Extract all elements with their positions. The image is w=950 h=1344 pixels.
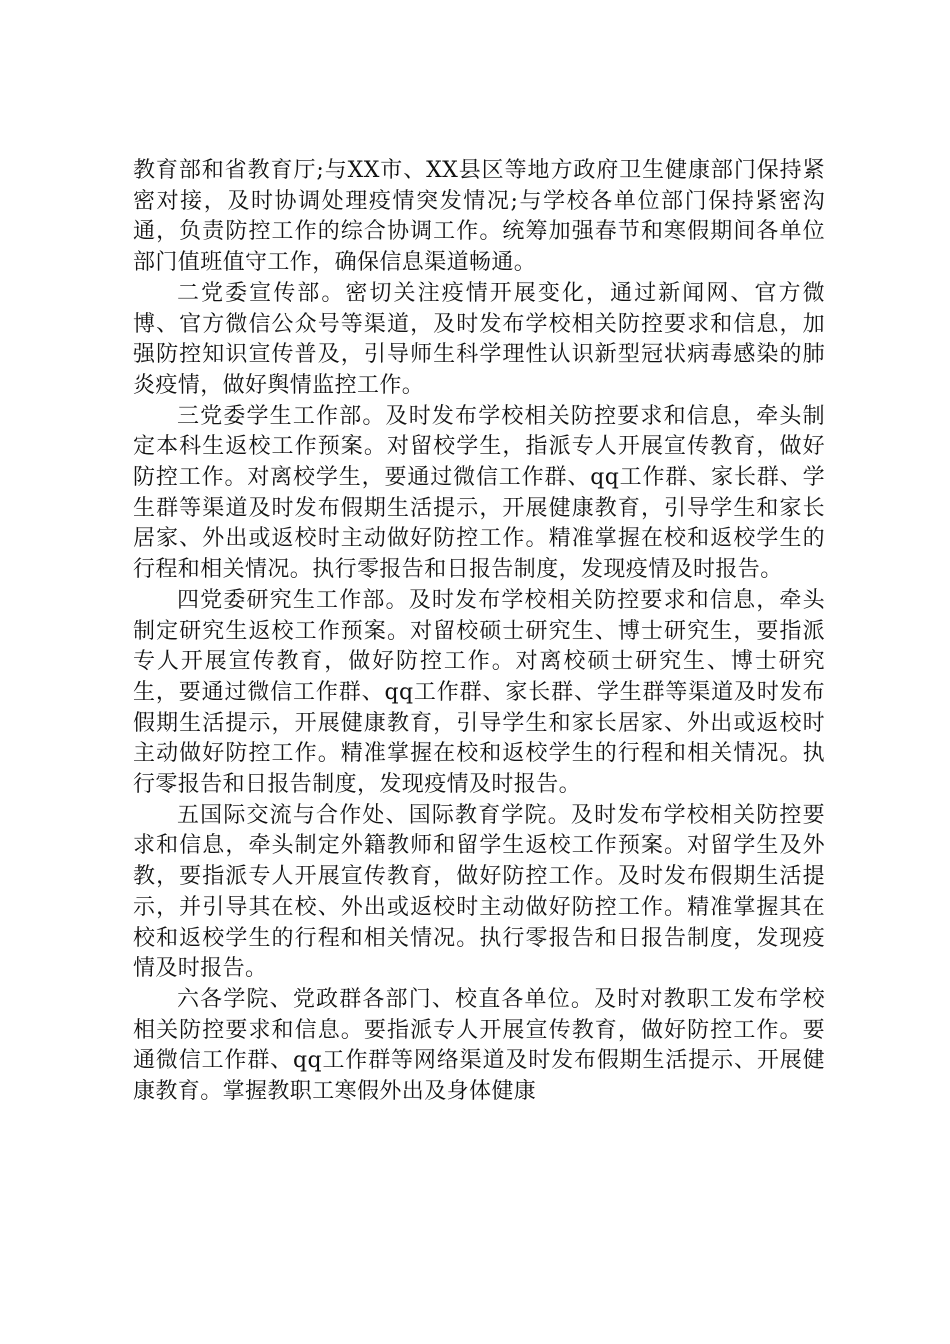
document-body: [133, 156, 825, 1108]
paragraph-publicity-department: 二党委宣传部。密切关注疫情开展变化，通过新闻网、官方微博、官方微信公众号等渠道，及时发布学校相关防控要求和信息，加强防控知识宣传普及，引导师生科学理性认识新型冠状病毒感染的肺炎疫情，做好舆情监控工作。: [133, 280, 825, 398]
paragraph-international-office: 五国际交流与合作处、国际教育学院。及时发布学校相关防控要求和信息，牵头制定外籍教师和留学生返校工作预案。对留学生及外教，要指派专人开展宣传教育，做好防控工作。及时发布假期生活提示，并引导其在校、外出或返校时主动做好防控工作。精准掌握其在校和返校学生的行程和相关情况。执行零报告和日报告制度，发现疫情及时报告。: [133, 802, 825, 982]
paragraph-all-units: 六各学院、党政群各部门、校直各单位。及时对教职工发布学校相关防控要求和信息。要指派专人开展宣传教育，做好防控工作。要通微信工作群、qq工作群等网络渠道及时发布假期生活提示、开展健康教育。掌握教职工寒假外出及身体健康: [133, 986, 825, 1105]
paragraph-continuation: 教育部和省教育厅;与XX市、XX县区等地方政府卫生健康部门保持紧密对接，及时协调处理疫情突发情况;与学校各单位部门保持紧密沟通，负责防控工作的综合协调工作。统筹加强春节和寒假期间各单位部门值班值守工作，确保信息渠道畅通。: [133, 158, 825, 276]
paragraph-graduate-affairs: 四党委研究生工作部。及时发布学校相关防控要求和信息，牵头制定研究生返校工作预案。对留校硕士研究生、博士研究生，要指派专人开展宣传教育，做好防控工作。对离校硕士研究生、博士研究生，要通过微信工作群、qq工作群、家长群、学生群等渠道及时发布假期生活提示，开展健康教育，引导学生和家长居家、外出或返校时主动做好防控工作。精准掌握在校和返校学生的行程和相关情况。执行零报告和日报告制度，发现疫情及时报告。: [133, 587, 825, 798]
paragraph-student-affairs: 三党委学生工作部。及时发布学校相关防控要求和信息，牵头制定本科生返校工作预案。对留校学生，指派专人开展宣传教育，做好防控工作。对离校学生，要通过微信工作群、qq工作群、家长群、学生群等渠道及时发布假期生活提示，开展健康教育，引导学生和家长居家、外出或返校时主动做好防控工作。精准掌握在校和返校学生的行程和相关情况。执行零报告和日报告制度，发现疫情及时报告。: [133, 403, 825, 583]
